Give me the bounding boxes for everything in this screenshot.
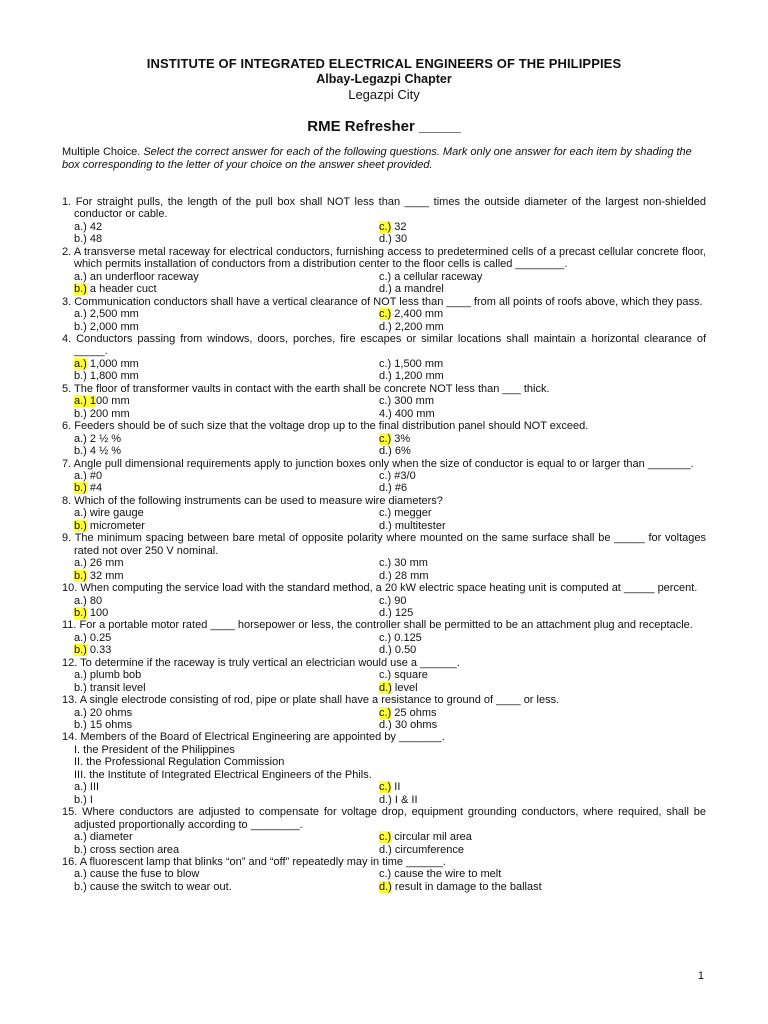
choice-text: c.) a cellular raceway: [379, 270, 483, 283]
choice-row: [62, 669, 706, 681]
answer-choice: [367, 570, 429, 582]
choice-row: [62, 470, 706, 482]
answer-choice: [62, 482, 367, 494]
choice-text: a.) 42: [74, 220, 103, 233]
question-text: 12. To determine if the raceway is truly vertical an electrician would use a ______.: [62, 656, 460, 669]
answer-choice: [367, 794, 418, 806]
choice-text: d.) 30: [379, 233, 408, 246]
choice-row: [62, 595, 706, 607]
question-item: [62, 694, 706, 731]
highlighted-answer-mark: b.): [74, 482, 87, 495]
highlighted-answer-mark: c.): [379, 831, 392, 844]
choice-text: b.) 2,000 mm: [74, 320, 139, 333]
choice-row: [62, 844, 706, 856]
answer-choice: [367, 283, 444, 295]
answer-choice: [62, 557, 367, 569]
choice-text: a.) #0: [74, 469, 103, 482]
answer-choice: [367, 881, 542, 893]
question-text: 10. When computing the service load with the standard method, a 20 kW electric space heating unit is computed at _____ percent.: [62, 582, 698, 595]
choice-text: a.) diameter: [74, 831, 133, 844]
choice-text: d.) 30 ohms: [379, 719, 438, 732]
choice-row: [62, 719, 706, 731]
instructions-body: Select the correct answer for each of the following questions. Mark only one answer for each item by shading the box corresponding to the letter of your choice on the answer sheet provided.: [62, 146, 692, 171]
answer-choice: [367, 308, 443, 320]
choice-text: d.) circumference: [379, 843, 464, 856]
answer-choice: [367, 370, 444, 382]
question-text: 9. The minimum spacing between bare metal of opposite polarity where mounted on the same surface shall be _____ for voltages rated not over 250 V nominal.: [62, 532, 706, 557]
question-item: [62, 582, 706, 619]
page-title: RME Refresher _____: [307, 118, 461, 135]
highlighted-answer-mark: c.): [379, 308, 392, 321]
choice-row: [62, 507, 706, 519]
choice-row: [62, 221, 706, 233]
choice-text: c.) 0.125: [379, 631, 422, 644]
answer-choice: [62, 644, 367, 656]
answer-choice: [62, 707, 367, 719]
choice-text: c.) 300 mm: [379, 395, 435, 408]
choice-text: b.) cause the switch to wear out.: [74, 880, 232, 893]
choice-row: [62, 358, 706, 370]
answer-choice: [62, 321, 367, 333]
choice-text: c.) 1,500 mm: [379, 357, 444, 370]
choice-text: result in damage to the ballast: [391, 880, 542, 893]
question-item: [62, 495, 706, 532]
highlighted-answer-mark: d.): [379, 681, 392, 694]
choice-row: [62, 607, 706, 619]
answer-choice: [367, 395, 434, 407]
choice-text: 32 mm: [86, 569, 124, 582]
page-number: 1: [697, 970, 704, 982]
choice-text: a.) 26 mm: [74, 557, 124, 570]
answer-choice: [367, 520, 446, 532]
choice-text: a.) cause the fuse to blow: [74, 868, 200, 881]
question-item: [62, 856, 706, 893]
choice-text: b.) 1,800 mm: [74, 370, 139, 383]
answer-choice: [367, 669, 428, 681]
answer-choice: [62, 507, 367, 519]
statement-item: II. the Professional Regulation Commission: [74, 756, 285, 769]
choice-text: a.) wire gauge: [74, 507, 144, 520]
choice-text: b.) 4 ½ %: [74, 445, 122, 458]
answer-choice: [367, 644, 416, 656]
answer-choice: [367, 408, 435, 420]
choice-text: a.) 80: [74, 594, 103, 607]
choice-text: d.) 1,200 mm: [379, 370, 444, 383]
choice-row: [62, 395, 706, 407]
organization-name: INSTITUTE OF INTEGRATED ELECTRICAL ENGINEERS OF THE PHILIPPIES: [146, 56, 622, 71]
choice-text: d.) a mandrel: [379, 283, 444, 296]
question-text: 13. A single electrode consisting of rod, pipe or plate shall have a resistance to ground of ____ or less.: [62, 694, 560, 707]
choice-text: b.) 15 ohms: [74, 719, 133, 732]
answer-choice: [367, 445, 411, 457]
answer-choice: [62, 844, 367, 856]
question-text: 3. Communication conductors shall have a vertical clearance of NOT less than ____ from all points of roofs above, which they pass.: [62, 295, 703, 308]
answer-choice: [62, 781, 367, 793]
answer-choice: [62, 595, 367, 607]
answer-choice: [62, 868, 367, 880]
choice-text: II: [391, 781, 401, 794]
choice-row: [62, 370, 706, 382]
answer-choice: [367, 607, 413, 619]
question-text: 15. Where conductors are adjusted to compensate for voltage drop, equipment grounding conductors, where required, shall be adjusted proportionally according to ________.: [62, 806, 706, 831]
question-item: [62, 383, 706, 420]
choice-text: b.) cross section area: [74, 843, 180, 856]
answer-choice: [62, 794, 367, 806]
choice-text: 100: [86, 606, 109, 619]
choice-text: c.) cause the wire to melt: [379, 868, 502, 881]
answer-choice: [367, 707, 436, 719]
answer-choice: [367, 831, 472, 843]
question-text: 7. Angle pull dimensional requirements apply to junction boxes only when the size of conductor is equal to or larger than _______.: [62, 457, 694, 470]
answer-choice: [62, 520, 367, 532]
choice-text: 0.33: [86, 644, 112, 657]
choice-text: a.) 2 ½ %: [74, 432, 122, 445]
question-text: 14. Members of the Board of Electrical Engineering are appointed by _______.: [62, 731, 445, 744]
answer-choice: [367, 470, 416, 482]
question-item: [62, 420, 706, 457]
choice-text: d.) #6: [379, 482, 408, 495]
highlighted-answer-mark: c.): [379, 781, 392, 794]
choice-text: c.) square: [379, 669, 428, 682]
answer-choice: [62, 682, 367, 694]
choice-row: [62, 632, 706, 644]
answer-choice: [62, 358, 367, 370]
highlighted-answer-mark: c.): [379, 706, 392, 719]
choice-row: [62, 520, 706, 532]
question-list: [62, 196, 706, 893]
choice-row: [62, 557, 706, 569]
choice-text: 00 mm: [96, 395, 130, 408]
answer-choice: [62, 433, 367, 445]
choice-text: b.) transit level: [74, 681, 146, 694]
answer-choice: [62, 221, 367, 233]
choice-text: a.) plumb bob: [74, 669, 142, 682]
question-text: 5. The floor of transformer vaults in contact with the earth shall be concrete NOT less than ___ thick.: [62, 382, 550, 395]
choice-text: 3%: [391, 432, 411, 445]
document-header: [0, 56, 768, 102]
answer-choice: [367, 321, 444, 333]
choice-text: d.) 125: [379, 606, 414, 619]
choice-text: b.) 200 mm: [74, 407, 130, 420]
question-item: [62, 296, 706, 333]
chapter-name: Albay-Legazpi Chapter: [316, 72, 452, 86]
answer-choice: [62, 831, 367, 843]
choice-text: b.) I: [74, 793, 93, 806]
question-text: 4. Conductors passing from windows, doors, porches, fire escapes or similar locations shall maintain a horizontal clearance of _____.: [62, 332, 706, 358]
question-item: [62, 619, 706, 656]
city-name: Legazpi City: [348, 87, 420, 102]
choice-row: [62, 233, 706, 245]
choice-row: [62, 445, 706, 457]
highlighted-answer-mark: c.): [379, 432, 392, 445]
answer-choice: [62, 632, 367, 644]
question-item: [62, 333, 706, 383]
answer-choice: [367, 433, 410, 445]
choice-text: a.) 2,500 mm: [74, 308, 139, 321]
question-text: 8. Which of the following instruments can be used to measure wire diameters?: [62, 494, 443, 507]
answer-choice: [367, 557, 428, 569]
highlighted-answer-mark: b.): [74, 283, 87, 296]
choice-text: d.) 0.50: [379, 644, 417, 657]
choice-text: d.) I & II: [379, 793, 418, 806]
answer-choice: [367, 719, 437, 731]
choice-text: level: [391, 681, 418, 694]
question-text: 6. Feeders should be of such size that the voltage drop up to the final distribution panel should NOT exceed.: [62, 420, 589, 433]
choice-row: [62, 707, 706, 719]
answer-choice: [62, 445, 367, 457]
choice-text: a.) 0.25: [74, 631, 112, 644]
answer-choice: [367, 482, 407, 494]
question-text: 2. A transverse metal raceway for electrical conductors, furnishing access to predetermined cells of a precast cellular concrete floor, which permits installation of conductors from a distribution center to the floor cells is called ________.: [62, 245, 706, 271]
choice-text: d.) 6%: [379, 445, 411, 458]
answer-choice: [62, 408, 367, 420]
choice-text: c.) 30 mm: [379, 557, 428, 570]
question-item: [62, 806, 706, 856]
highlighted-answer-mark: b.): [74, 519, 87, 532]
choice-text: a.) 20 ohms: [74, 706, 133, 719]
question-item: [62, 657, 706, 694]
choice-row: [62, 781, 706, 793]
choice-row: [62, 831, 706, 843]
statement-item: I. the President of the Philippines: [74, 743, 235, 756]
choice-text: c.) #3/0: [379, 469, 416, 482]
highlighted-answer-mark: b.): [74, 606, 87, 619]
choice-text: #4: [86, 482, 103, 495]
answer-choice: [367, 233, 407, 245]
answer-choice: [62, 669, 367, 681]
choice-text: c.) 90: [379, 594, 407, 607]
answer-choice: [62, 719, 367, 731]
answer-choice: [367, 868, 501, 880]
highlighted-answer-mark: a.): [74, 357, 87, 370]
answer-choice: [62, 283, 367, 295]
choice-text: a.) an underfloor raceway: [74, 270, 199, 283]
choice-row: [62, 794, 706, 806]
choice-text: 2,400 mm: [391, 308, 444, 321]
statement-item: III. the Institute of Integrated Electrical Engineers of the Phils.: [74, 768, 372, 781]
answer-choice: [367, 844, 464, 856]
choice-text: b.) 48: [74, 233, 103, 246]
answer-choice: [62, 308, 367, 320]
answer-choice: [367, 781, 400, 793]
choice-text: micrometer: [86, 519, 145, 532]
choice-row: [62, 283, 706, 295]
choice-row: [62, 482, 706, 494]
instructions-lead: Multiple Choice.: [62, 146, 141, 158]
answer-choice: [62, 570, 367, 582]
choice-text: 32: [391, 220, 407, 233]
choice-row: [62, 644, 706, 656]
answer-choice: [367, 682, 418, 694]
question-text: 1. For straight pulls, the length of the pull box shall NOT less than ____ times the outside diameter of the largest non-shielded conductor or cable.: [62, 196, 706, 221]
answer-choice: [367, 595, 407, 607]
answer-choice: [62, 881, 367, 893]
choice-text: 1,000 mm: [86, 357, 139, 370]
question-text: 16. A fluorescent lamp that blinks “on” and “off” repeatedly may in time ______.: [62, 856, 446, 869]
choice-text: c.) megger: [379, 507, 432, 520]
question-item: [62, 532, 706, 582]
choice-text: circular mil area: [391, 831, 472, 844]
question-item: [62, 196, 706, 246]
question-item: [62, 731, 706, 806]
highlighted-answer-mark: b.): [74, 569, 87, 582]
answer-choice: [62, 233, 367, 245]
choice-text: 4.) 400 mm: [379, 407, 435, 420]
instructions: [62, 146, 706, 171]
answer-choice: [62, 370, 367, 382]
answer-choice: [62, 395, 367, 407]
choice-row: [62, 308, 706, 320]
answer-choice: [62, 470, 367, 482]
highlighted-answer-mark: b.): [74, 644, 87, 657]
choice-row: [62, 271, 706, 283]
highlighted-answer-mark: a.) 1: [74, 395, 97, 408]
choice-text: d.) multitester: [379, 519, 446, 532]
answer-choice: [62, 607, 367, 619]
choice-text: 25 ohms: [391, 706, 437, 719]
choice-text: a header cuct: [86, 283, 157, 296]
choice-text: d.) 28 mm: [379, 569, 429, 582]
question-item: [62, 458, 706, 495]
choice-row: [62, 570, 706, 582]
choice-text: d.) 2,200 mm: [379, 320, 444, 333]
choice-row: [62, 433, 706, 445]
choice-row: [62, 881, 706, 893]
choice-row: [62, 682, 706, 694]
highlighted-answer-mark: d.): [379, 880, 392, 893]
answer-choice: [367, 507, 432, 519]
answer-choice: [367, 632, 422, 644]
choice-row: [62, 408, 706, 420]
highlighted-answer-mark: c.): [379, 220, 392, 233]
answer-choice: [367, 358, 443, 370]
answer-choice: [367, 271, 482, 283]
choice-text: a.) III: [74, 781, 100, 794]
choice-row: [62, 321, 706, 333]
answer-choice: [367, 221, 407, 233]
choice-row: [62, 868, 706, 880]
question-text: 11. For a portable motor rated ____ horsepower or less, the controller shall be permitted to be an attachment plug and receptacle.: [62, 619, 693, 632]
answer-choice: [62, 271, 367, 283]
question-item: [62, 246, 706, 296]
